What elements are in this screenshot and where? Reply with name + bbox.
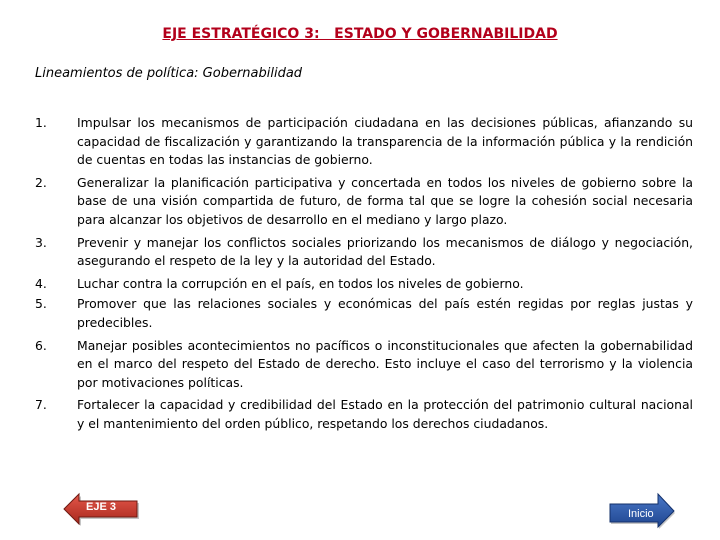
list-item	[35, 275, 693, 294]
item-number: 5.	[35, 296, 47, 312]
list-item	[35, 114, 693, 170]
list-item	[35, 234, 693, 271]
list-item	[35, 396, 693, 433]
item-number: 4.	[35, 275, 47, 291]
item-number: 3.	[35, 234, 47, 250]
item-text: Manejar posibles acontecimientos no pacíficos o inconstitucionales que afecten la gobernabilidad en el marco del respeto del Estado de derecho. Esto incluye el caso del terrorismo y la violencia por motivaciones políticas.	[77, 337, 693, 390]
item-number: 6.	[35, 337, 47, 353]
back-label: EJE 3	[86, 501, 116, 513]
home-button[interactable]	[608, 491, 676, 529]
item-text: Generalizar la planificación participativa y concertada en todos los niveles de gobierno sobre la base de una visión compartida de futuro, de forma tal que se logre la cohesión social necesaria para alcanzar los objetivos de desarrollo en el mediano y largo plazo.	[77, 174, 693, 227]
back-eje3-button[interactable]	[61, 491, 141, 527]
list-item	[35, 174, 693, 230]
item-text: Luchar contra la corrupción en el país, en todos los niveles de gobierno.	[77, 275, 524, 291]
item-number: 1.	[35, 115, 47, 130]
item-text: Fortalecer la capacidad y credibilidad del Estado en la protección del patrimonio cultural nacional y el mantenimiento del orden público, respetando los derechos ciudadanos.	[77, 397, 693, 431]
item-text: Impulsar los mecanismos de participación ciudadana en las decisiones públicas, afianzando su capacidad de fiscalización y garantizando la transparencia de la información pública y la rendición de cuentas en todas las instancias de gobierno.	[77, 115, 693, 168]
guideline-list	[35, 114, 693, 438]
list-item	[35, 295, 693, 332]
item-text: Promover que las relaciones sociales y económicas del país estén regidas por reglas justas y predecibles.	[77, 296, 693, 330]
list-item	[35, 337, 693, 393]
page-title: EJE ESTRATÉGICO 3: ESTADO Y GOBERNABILIDAD	[162, 26, 558, 42]
item-text: Prevenir y manejar los conflictos sociales priorizando los mecanismos de diálogo y negociación, asegurando el respeto de la ley y la autoridad del Estado.	[77, 234, 693, 269]
home-label: Inicio	[628, 508, 654, 520]
item-number: 7.	[35, 397, 47, 413]
section-subtitle: Lineamientos de política: Gobernabilidad	[35, 66, 303, 81]
item-number: 2.	[35, 174, 47, 190]
